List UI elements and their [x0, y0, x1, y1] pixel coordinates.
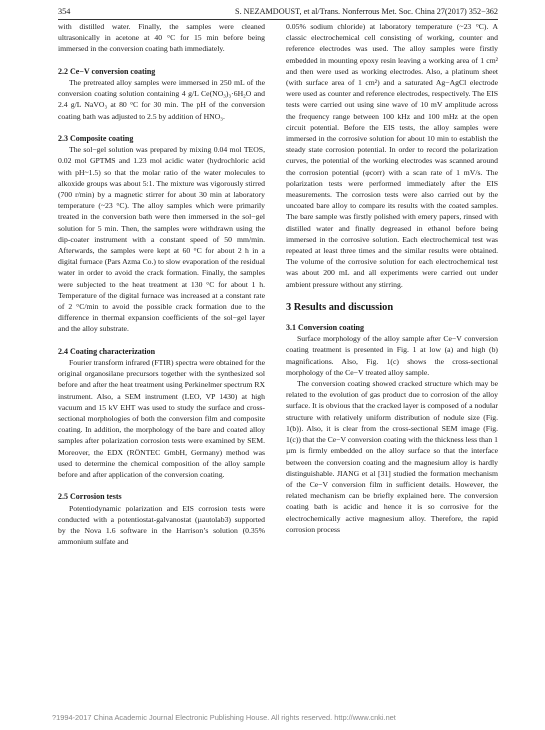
continued-paragraph: 0.05% sodium chloride) at laboratory temperature (~23 °C). A classic electrochemical cell consisting of working, counter and reference electrodes was used. The alloy samples were firstly embedded in mounting epoxy resin leaving a working area of 1 cm² and then were used as working electrodes. Also, a platinum sheet (with surface area of 1 cm²) and a saturated Ag−AgCl electrode were used as counter and reference electrodes, respectively. The EIS tests were carried out using sine wave of 10 mV amplitude across the frequency range between 100 kHz and 100 mHz at the open circuit potential. Before the EIS tests, the alloy samples were immersed in the corrosive solution for about 10 min to establish the steady state corrosion potential. In order to record the polarization curves, the potential of the working electrodes was scanned around the corrosion potential (φcorr) with a scan rate of 1 mV/s. The polarization tests were performed immediately after the EIS measurements. The corrosion tests were also carried out by the uncoated bare alloy to compare its results with the coated samples. The bare sample was firstly polished with emery papers, rinsed with distilled water and finally degreased in ethanol before being immersed in the corrosive solution. Each electrochemical test was repeated at least three times and the similar results were obtained. The volume of the corrosive solution for each electrochemical test was about 200 mL and all experiments were carried out under ambient pressure without any stirring.	[286, 22, 498, 289]
copyright-footer: ?1994-2017 China Academic Journal Electronic Publishing House. All rights reserved. http://www.cnki.net	[52, 713, 396, 722]
running-head: S. NEZAMDOUST, et al/Trans. Nonferrous Met. Soc. China 27(2017) 352−362	[235, 7, 498, 16]
paragraph-2-4: Fourier transform infrared (FTIR) spectra were obtained for the original organosilane precursors together with the synthesized sol before and after the heat treatment using Perkinelmer spectrum RX instrument. Also, a SEM instrument (LEO, VP 1430) at high vacuum and 15 kV EHT was used to study the surface and cross-sectional morphologies of both the conversion film and composite coating. In addition, the morphology of the bare and coated alloy samples after polarization corrosion tests were examined by SEM. Moreover, the EDX (RÖNTEC GmbH, Germany) method was used to determine the chemical composition of the alloy sample before and after application of the conversion coating.	[58, 358, 265, 480]
section-heading-3-1: 3.1 Conversion coating	[286, 323, 364, 333]
paragraph-2-5: Potentiodynamic polarization and EIS corrosion tests were conducted with a potentiostat-galvanostat (µautolab3) supported by the Nova 1.6 software in the Harrison’s solution (0.35% ammonium sulfate and	[58, 503, 265, 547]
right-column	[286, 21, 498, 535]
paragraph-2-2: The pretreated alloy samples were immersed in 250 mL of the conversion coating solution containing 4 g/L Ce(NO₃)₃·6H₂O and 2.4 g/L NaVO₃ at 80 °C for 30 min. The pH of the conversion coating bath was adjusted to 2.5 by addition of HNO₃.	[58, 78, 265, 121]
section-heading-2-5: 2.5 Corrosion tests	[58, 492, 122, 502]
header-rule	[58, 19, 498, 20]
section-heading-3: 3 Results and discussion	[286, 302, 394, 314]
section-heading-2-2: 2.2 Ce−V conversion coating	[58, 66, 156, 76]
section-heading-2-4: 2.4 Coating characterization	[58, 346, 156, 356]
section-heading-2-3: 2.3 Composite coating	[58, 134, 134, 143]
paragraph-2-3: The sol−gel solution was prepared by mixing 0.04 mol TEOS, 0.02 mol GPTMS and 1.23 mol acidic water (hydrochloric acid with pH~1.5) so that the molar ratio of the water molecules to alkoxide groups was about 5:1. The mixture was vigorously stirred (700 r/min) by a magnetic stirrer for about 30 min at laboratory temperature (~23 °C). The alloy samples which were primarily treated in the conversion bath were then immersed in the sol−gel solution for 5 min. Then, the samples were withdrawn using the dip-coater instrument with a constant speed of 50 mm/min. Afterwards, the samples were kept at 60 °C for about 2 h in a digital furnace (Pars Azma Co.) to slow evaporation of the residual water in order to avoid the crack formation. Finally, the samples were subjected to the heat treatment at 130 °C for about 1 h. Temperature of the digital furnace was increased at a constant rate of 2 °C/min to avoid the possible crack formation due to the difference in thermal expansion coefficients of the sol−gel layer and the alloy substrate.	[58, 145, 265, 334]
paragraph-3-1-a: Surface morphology of the alloy sample after Ce−V conversion coating treatment is presented in Fig. 1 at low (a) and high (b) magnifications. Also, Fig. 1(c) shows the cross-sectional morphology of the Ce−V treated alloy sample.	[286, 334, 498, 377]
paragraph-3-1-b: The conversion coating showed cracked structure which may be related to the evolution of gas product due to corrosion of the alloy surface. It is obvious that the cracked layer is composed of a nodular structure with relatively uniform distribution of nodule size (Fig. 1(b)). Also, it is clear from the cross-sectional SEM image (Fig. 1(c)) that the Ce−V conversion coating with the thickness less than 1 µm is firmly embedded on the alloy surface so that the interface between the conversion coating and the magnesium alloy is hardly distinguishable. JIANG et al [31] studied the formation mechanism of the Ce−V conversion film in sufficient details. However, the related mechanism can be briefly explained here. The conversion coating bath is acidic and hence it is so corrosive for the electrochemically active magnesium alloy. Therefore, the rapid corrosion process	[286, 379, 498, 534]
left-column	[58, 21, 265, 547]
intro-paragraph: with distilled water. Finally, the samples were cleaned ultrasonically in acetone at 40 °C for 15 min before being immersed in the conversion coating bath immediately.	[58, 22, 265, 54]
running-header	[58, 6, 498, 18]
page-number: 354	[58, 7, 71, 16]
